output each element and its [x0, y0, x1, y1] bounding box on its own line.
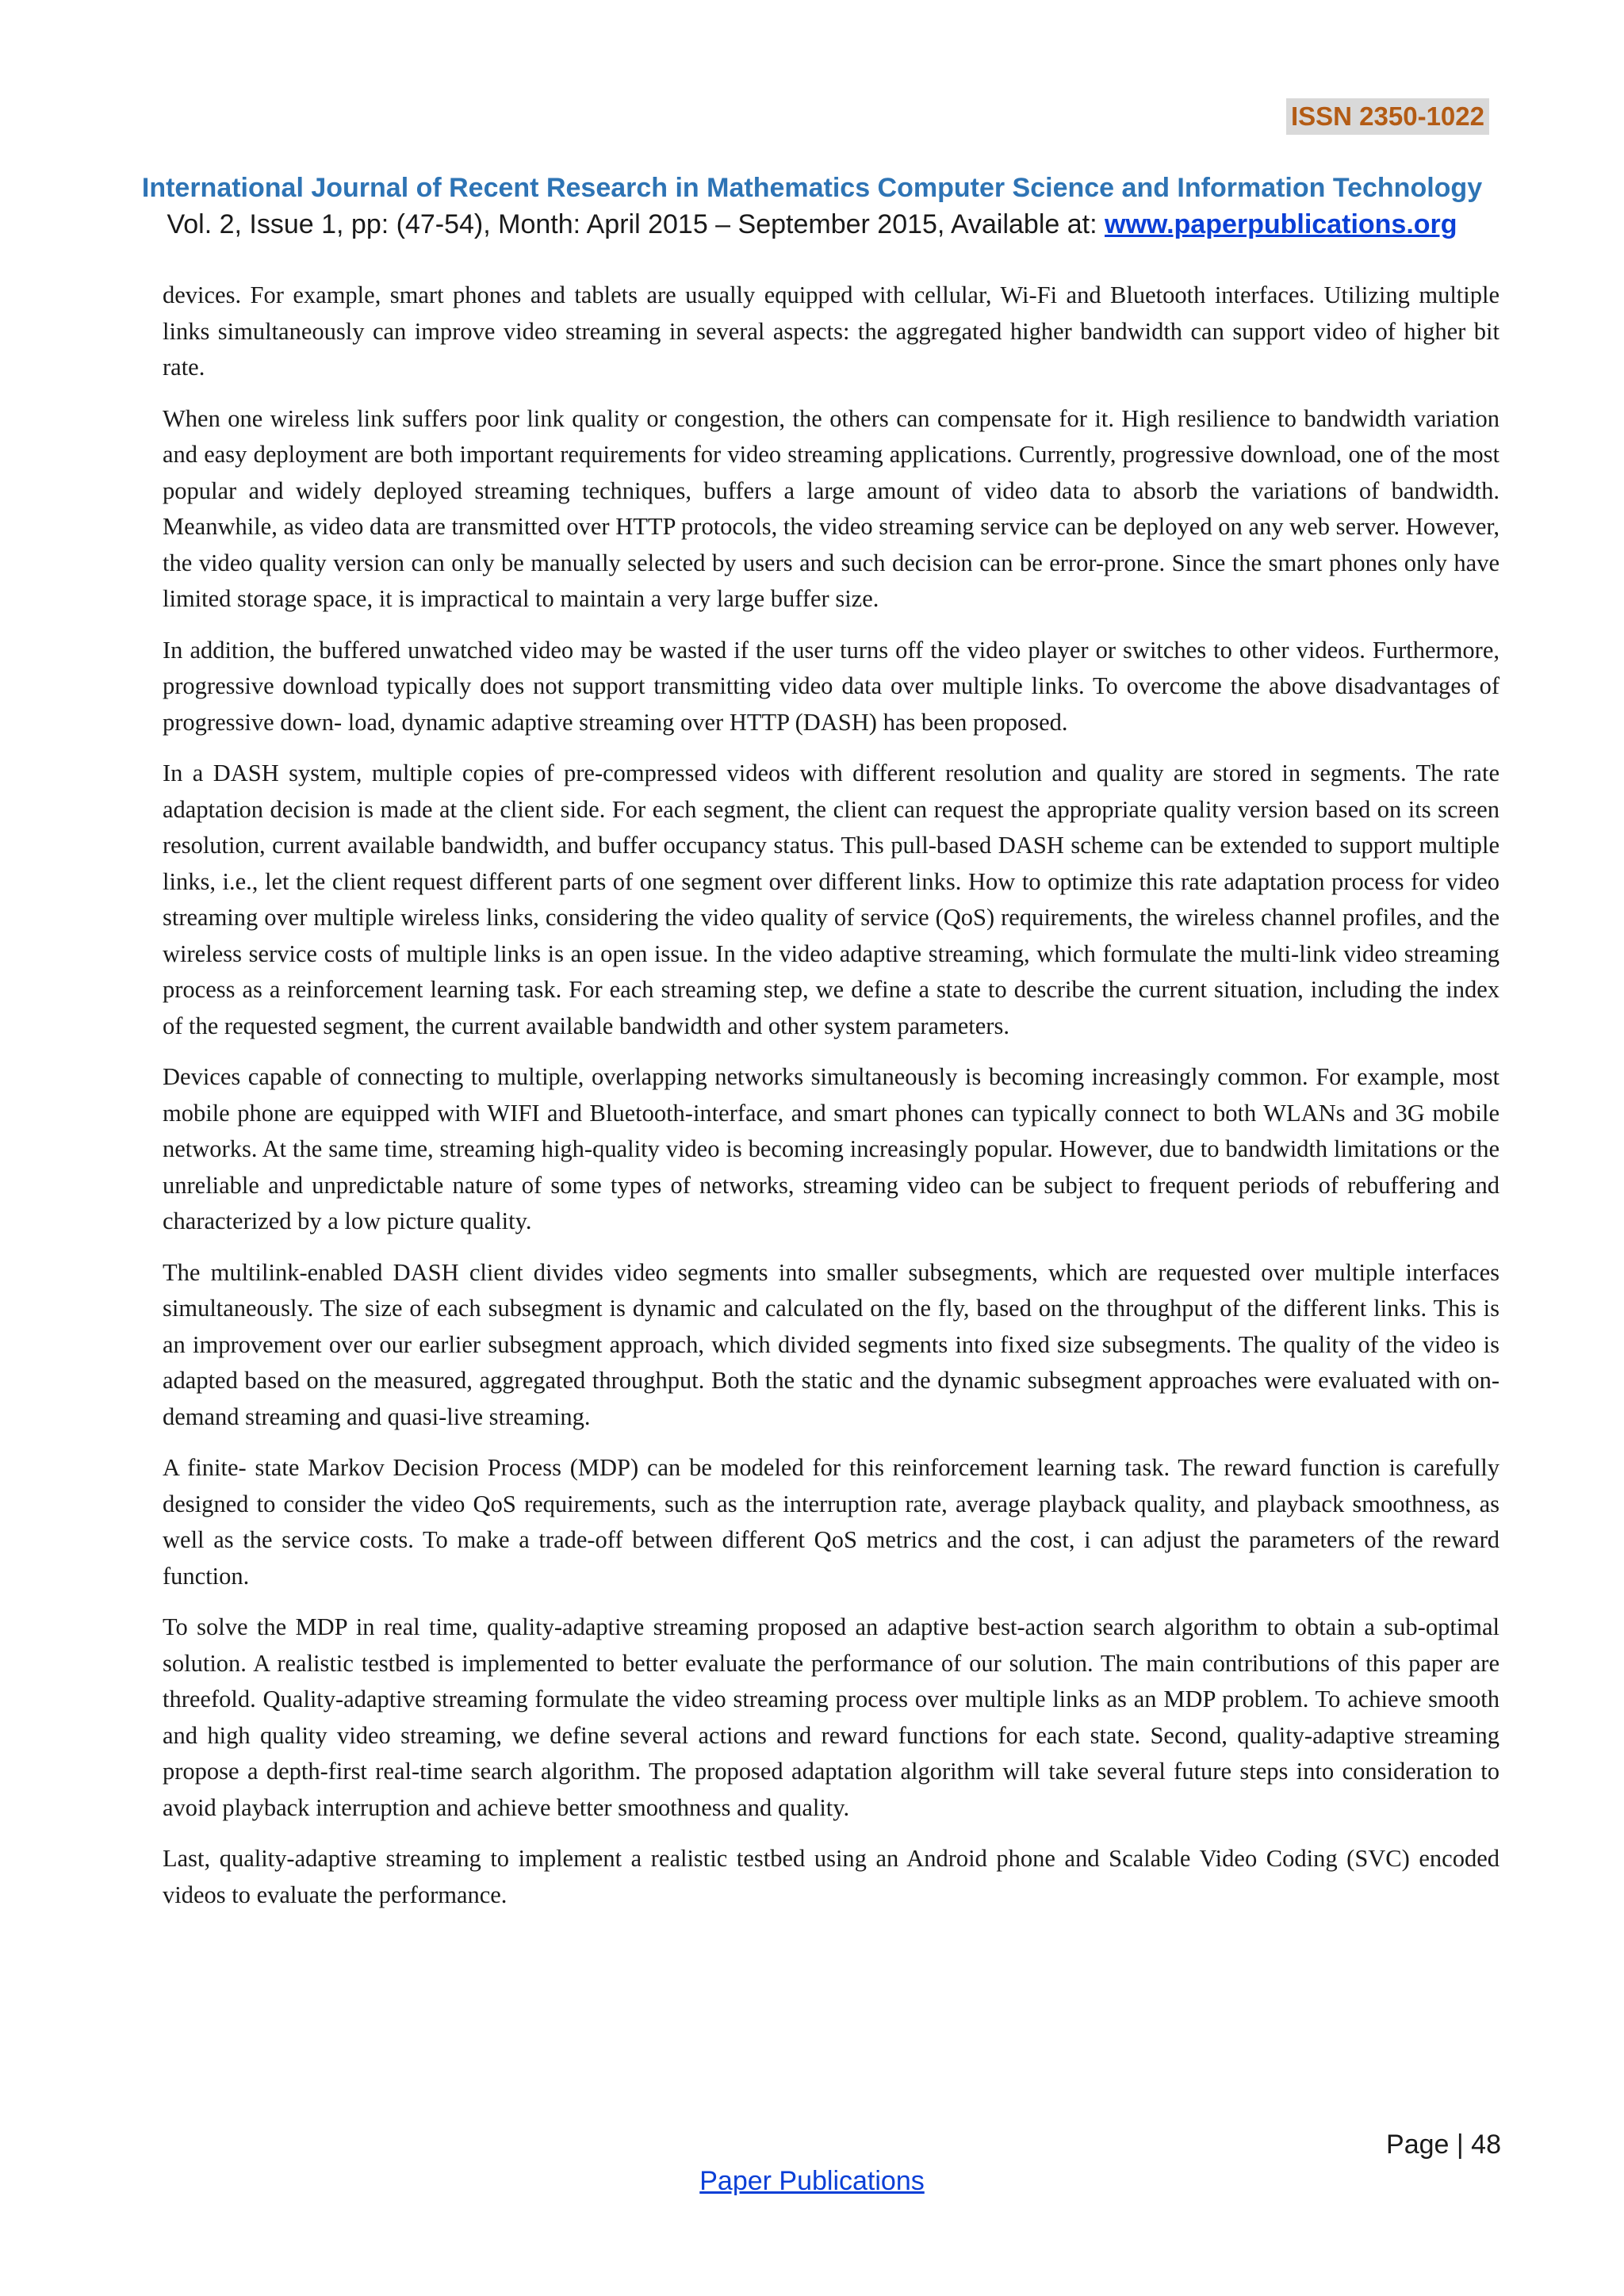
volume-info-text: Vol. 2, Issue 1, pp: (47-54), Month: April 2015 – September 2015, Available at:	[167, 209, 1105, 239]
paragraph-4: In a DASH system, multiple copies of pre-compressed videos with different resolution and quality are stored in segments. The rate adaptation decision is made at the client side. For each segment, the client can request the appropriate quality version based on its screen resolution, current available bandwidth, and buffer occupancy status. This pull-based DASH scheme can be extended to support multiple links, i.e., let the client request different parts of one segment over different links. How to optimize this rate adaptation process for video streaming over multiple wireless links, considering the video quality of service (QoS) requirements, the wireless channel profiles, and the wireless service costs of multiple links is an open issue. In the video adaptive streaming, which formulate the multi-link video streaming process as a reinforcement learning task. For each streaming step, we define a state to describe the current situation, including the index of the requested segment, the current available bandwidth and other system parameters.	[163, 760, 1500, 1039]
paragraph-5: Devices capable of connecting to multiple, overlapping networks simultaneously is becoming increasingly common. For example, most mobile phone are equipped with WIFI and Bluetooth-interface, and smart phones can typically connect to both WLANs and 3G mobile networks. At the same time, streaming high-quality video is becoming increasingly popular. However, due to bandwidth limitations or the unreliable and unpredictable nature of some types of networks, streaming video can be subject to frequent periods of rebuffering and characterized by a low picture quality.	[163, 1063, 1500, 1234]
paragraph-1: devices. For example, smart phones and tablets are usually equipped with cellular, Wi-Fi and Bluetooth interfaces. Utilizing multiple links simultaneously can improve video streaming in several aspects: the aggregated higher bandwidth can support video of higher bit rate.	[163, 281, 1500, 381]
page-number: Page | 48	[1386, 2130, 1501, 2160]
journal-title: International Journal of Recent Research in Mathematics Computer Science and Information Technology	[141, 173, 1483, 203]
body-text	[163, 277, 1500, 1928]
issn-badge: ISSN 2350-1022	[1286, 98, 1489, 135]
paragraph-6: The multilink-enabled DASH client divides video segments into smaller subsegments, which are requested over multiple interfaces simultaneously. The size of each subsegment is dynamic and calculated on the fly, based on the throughput of the different links. This is an improvement over our earlier subsegment approach, which divided segments into fixed size subsegments. The quality of the video is adapted based on the measured, aggregated throughput. Both the static and the dynamic subsegment approaches were evaluated with on-demand streaming and quasi-live streaming.	[163, 1258, 1500, 1430]
footer	[0, 2166, 1624, 2197]
paragraph-2: When one wireless link suffers poor link quality or congestion, the others can compensate for it. High resilience to bandwidth variation and easy deployment are both important requirements for video streaming applications. Currently, progressive download, one of the most popular and widely deployed streaming techniques, buffers a large amount of video data to absorb the variations of bandwidth. Meanwhile, as video data are transmitted over HTTP protocols, the video streaming service can be deployed on any web server. However, the video quality version can only be manually selected by users and such decision can be error-prone. Since the smart phones only have limited storage space, it is impractical to maintain a very large buffer size.	[163, 404, 1500, 612]
paragraph-9: Last, quality-adaptive streaming to implement a realistic testbed using an Android phone and Scalable Video Coding (SVC) encoded videos to evaluate the performance.	[163, 1845, 1500, 1908]
volume-info-line	[0, 209, 1624, 240]
paragraph-7: A finite- state Markov Decision Process (MDP) can be modeled for this reinforcement learning task. The reward function is carefully designed to consider the video QoS requirements, such as the interruption rate, average playback quality, and playback smoothness, as well as the service costs. To make a trade-off between different QoS metrics and the cost, i can adjust the parameters of the reward function.	[163, 1454, 1500, 1590]
journal-url-link[interactable]: www.paperpublications.org	[1105, 209, 1457, 239]
publisher-link[interactable]: Paper Publications	[699, 2166, 925, 2196]
paragraph-8: To solve the MDP in real time, quality-adaptive streaming proposed an adaptive best-action search algorithm to obtain a sub-optimal solution. A realistic testbed is implemented to better evaluate the performance of our solution. The main contributions of this paper are threefold. Quality-adaptive streaming formulate the video streaming process over multiple links as an MDP problem. To achieve smooth and high quality video streaming, we define several actions and reward functions for each state. Second, quality-adaptive streaming propose a depth-first real-time search algorithm. The proposed adaptation algorithm will take several future steps into consideration to avoid playback interruption and achieve better smoothness and quality.	[163, 1613, 1500, 1821]
paragraph-3: In addition, the buffered unwatched video may be wasted if the user turns off the video player or switches to other videos. Furthermore, progressive download typically does not support transmitting video data over multiple links. To overcome the above disadvantages of progressive down- load, dynamic adaptive streaming over HTTP (DASH) has been proposed.	[163, 636, 1500, 736]
